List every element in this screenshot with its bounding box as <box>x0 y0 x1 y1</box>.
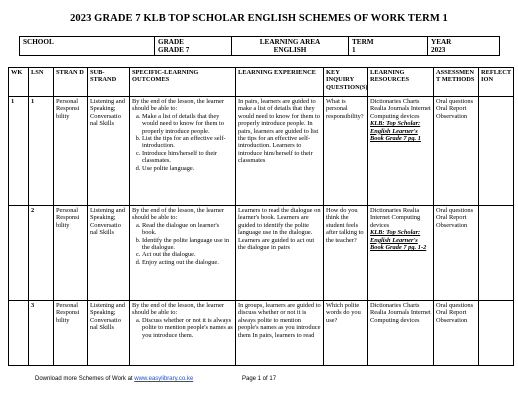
row-reflection <box>479 301 514 366</box>
outcomes-intro: By the end of the lesson, the learner should be able to: <box>132 207 224 222</box>
row-assessment: Oral questions Oral Report Observation <box>434 301 479 366</box>
book-reference: KLB: Top Scholar: English Learner's Book Grade 7 pg. 1 <box>370 120 421 143</box>
row-question: What is personal responsibility? <box>324 97 368 206</box>
outcomes-intro: By the end of the lesson, the learner should be able to: <box>132 302 224 317</box>
grade-label: GRADE <box>158 38 184 46</box>
col-wk: WK <box>9 68 29 97</box>
outcome-item: c. Act out the dialogue. <box>142 251 233 258</box>
row-substrand: Listening and Speaking; Conversatio nal Skills <box>88 301 130 366</box>
col-substrand: SUB-STRAND <box>88 68 130 97</box>
col-question: KEY INQUIRY QUESTION(S) <box>324 68 368 97</box>
table-row <box>9 97 514 206</box>
col-reflection: REFLECT ION <box>479 68 514 97</box>
row-lsn: 2 <box>29 206 54 301</box>
term-cell <box>349 37 428 56</box>
footer-text <box>35 376 193 382</box>
header-table <box>19 36 500 56</box>
row-resources <box>368 301 434 366</box>
row-lsn: 1 <box>29 97 54 206</box>
outcome-item: a. Make a list of details that they would need to know for them to properly introduce people. <box>142 113 233 135</box>
area-cell <box>232 37 349 56</box>
page-number: Page 1 of 17 <box>242 376 277 382</box>
outcome-item: a. Read the dialogue on learner's book. <box>142 222 233 237</box>
col-resources: LEARNING RESOURCES <box>368 68 434 97</box>
col-assessment: ASSESSMEN T METHODS <box>434 68 479 97</box>
footer-label: Download more Schemes of Work at <box>35 376 133 382</box>
year-cell <box>428 37 500 56</box>
col-outcomes: SPECIFIC-LEARNING OUTCOMES <box>130 68 236 97</box>
table-row <box>9 206 514 301</box>
row-strand: Personal Responsi bility <box>54 301 88 366</box>
row-lsn: 3 <box>29 301 54 366</box>
year-label: YEAR <box>431 38 452 46</box>
resources-list: Dictionaries Realia Internet Computing devices <box>370 207 421 229</box>
column-header-row <box>9 68 514 97</box>
row-experience: Learners to read the dialogue on learner's book. Learners are guided to identify the polite language use in the dialogue. Learners are guided to act out the dialogue in pairs <box>236 206 324 301</box>
row-wk <box>9 301 29 366</box>
term-value: 1 <box>352 46 356 55</box>
row-substrand: Listening and Speaking; Conversatio nal Skills <box>88 206 130 301</box>
row-experience: In groups, learners are guided to discuss whether or not it is always polite to mention people's names as you introduce them In pairs, learners to read <box>236 301 324 366</box>
row-outcomes <box>130 97 236 206</box>
grade-cell <box>155 37 232 56</box>
row-question: Which polite words do you use? <box>324 301 368 366</box>
area-label: LEARNING AREA <box>259 38 321 46</box>
row-reflection <box>479 206 514 301</box>
outcome-item: d. Use polite language. <box>142 165 233 172</box>
term-label: TERM <box>352 38 374 46</box>
row-assessment: Oral questions Oral Report Observation <box>434 97 479 206</box>
year-value: 2023 <box>431 46 446 55</box>
row-outcomes <box>130 206 236 301</box>
row-assessment: Oral questions Oral Report Observation <box>434 206 479 301</box>
row-question: How do you think the student feels after talking to the teacher? <box>324 206 368 301</box>
row-substrand: Listening and Speaking; Conversatio nal Skills <box>88 97 130 206</box>
outcomes-intro: By the end of the lesson, the learner should be able to: <box>132 98 224 113</box>
schemes-table <box>8 67 514 366</box>
outcomes-list <box>132 317 233 339</box>
outcome-item: b. List the tips for an effective self-introduction. <box>142 135 233 150</box>
table-row <box>9 301 514 366</box>
book-reference: KLB: Top Scholar: English Learner's Book Grade 7 pg. 1-2 <box>370 229 427 252</box>
area-value: ENGLISH <box>273 46 307 55</box>
footer-link[interactable]: www.easylibrary.co.ke <box>134 376 194 382</box>
school-label: SCHOOL <box>20 37 155 56</box>
col-experience: LEARNING EXPERIENCE <box>236 68 324 97</box>
col-lsn: LSN <box>29 68 54 97</box>
row-wk: 1 <box>9 97 29 206</box>
row-outcomes <box>130 301 236 366</box>
row-resources <box>368 97 434 206</box>
outcome-item: d. Enjoy acting out the dialogue. <box>142 259 233 266</box>
resources-list: Dictionaries Charts Realia Journals Internet Computing devices <box>370 302 431 324</box>
resources-list: Dictionaries Charts Realia Journals Internet Computing devices <box>370 98 431 120</box>
row-experience: In pairs, learners are guided to make a list of details that they would need to know for them to properly introduce people. In pairs, learners are guided to list the tips for an effective self-introduction. Learners to introduce him/herself to their classmates <box>236 97 324 206</box>
row-strand: Personal Responsi bility <box>54 206 88 301</box>
outcome-item: b. Identify the polite language use in the dialogue. <box>142 237 233 252</box>
outcomes-list <box>132 222 233 266</box>
row-reflection <box>479 97 514 206</box>
grade-value: GRADE 7 <box>158 46 190 55</box>
outcomes-list <box>132 113 233 172</box>
outcome-item: a. Discuss whether or not it is always polite to mention people's names as you introduce them. <box>142 317 233 339</box>
row-resources <box>368 206 434 301</box>
row-strand: Personal Responsi bility <box>54 97 88 206</box>
col-strand: STRAN D <box>54 68 88 97</box>
document-title: 2023 GRADE 7 KLB TOP SCHOLAR ENGLISH SCHEMES OF WORK TERM 1 <box>70 13 448 24</box>
row-wk <box>9 206 29 301</box>
outcome-item: c. Introduce him/herself to their classmates. <box>142 150 233 165</box>
